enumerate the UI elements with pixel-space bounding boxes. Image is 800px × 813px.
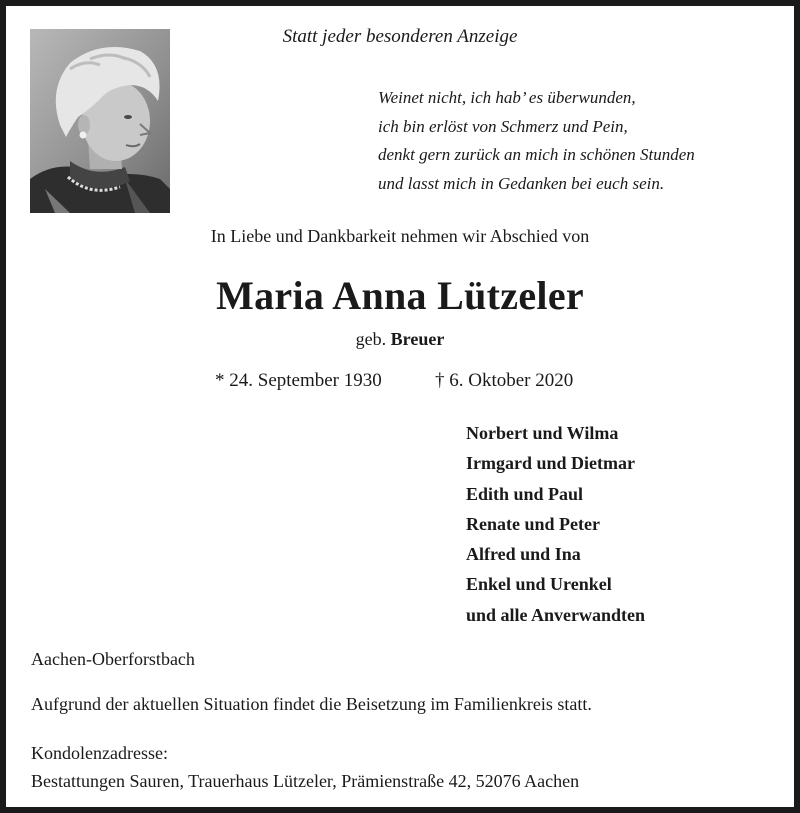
poem-line: und lasst mich in Gedanken bei euch sein. xyxy=(378,173,665,193)
mourner-item: Renate und Peter xyxy=(466,513,600,534)
condolence-block xyxy=(31,739,579,795)
mourner-item: Edith und Paul xyxy=(466,483,584,504)
poem-line: Weinet nicht, ich hab’ es überwunden, xyxy=(378,88,636,107)
deceased-name: Maria Anna Lützeler xyxy=(216,273,584,318)
mourner-item: Irmgard und Dietmar xyxy=(466,453,635,474)
mourner-item: und alle Anverwandten xyxy=(466,604,646,625)
condolence-label: Kondolenzadresse: xyxy=(31,743,168,763)
mourner-item: Norbert und Wilma xyxy=(466,423,619,443)
intro-text: In Liebe und Dankbarkeit nehmen wir Abschied von xyxy=(210,226,590,246)
birth-date: * 24. September 1930 xyxy=(215,370,382,391)
place-name: Aachen-Oberforstbach xyxy=(31,649,195,669)
portrait-photo xyxy=(30,29,170,213)
mourners-list xyxy=(466,418,645,630)
poem-line: denkt gern zurück an mich in schönen Stunden xyxy=(378,145,695,164)
mourner-item: Enkel und Urenkel xyxy=(466,574,612,595)
maiden-name: Breuer xyxy=(390,329,445,349)
death-date: † 6. Oktober 2020 xyxy=(435,370,574,391)
poem-line: ich bin erlöst von Schmerz und Pein, xyxy=(378,116,628,136)
mourner-item: Alfred und Ina xyxy=(466,544,581,565)
header-line: Statt jeder besonderen Anzeige xyxy=(282,26,518,47)
maiden-prefix: geb. xyxy=(355,329,387,349)
maiden-name-line xyxy=(0,329,800,350)
life-dates xyxy=(215,370,635,392)
condolence-address: Bestattungen Sauren, Trauerhaus Lützeler, Prämienstraße 42, 52076 Aachen xyxy=(31,771,580,791)
burial-notice: Aufgrund der aktuellen Situation findet die Beisetzung im Familienkreis statt. xyxy=(31,694,592,714)
poem xyxy=(378,84,695,198)
